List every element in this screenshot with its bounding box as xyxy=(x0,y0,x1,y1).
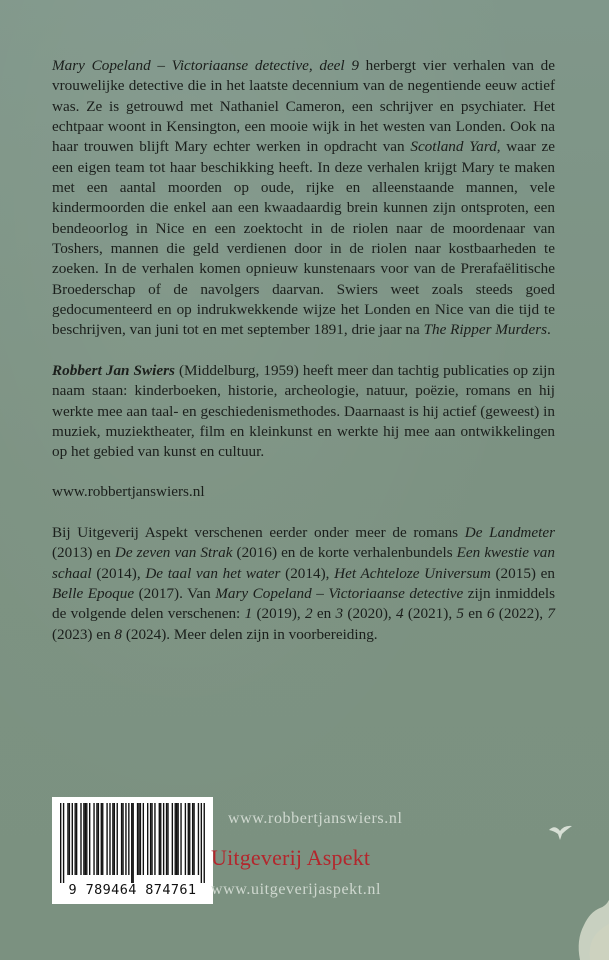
title-strak: De zeven van Strak xyxy=(114,544,233,562)
blurb-text xyxy=(52,56,555,665)
author-bio-text: (Middelburg, 1959) heeft meer dan tachtig publicaties op zijn naam staan: kinderboeken, historie, archeologie, natuur, poëzie, romans en hij werkte mee aan taal- en geschiedenismethodes. Daarnaast is hij actief (geweest) in muziek, muziektheater, film en kleinkunst en werkte hij mee aan ontwikkelingen op het gebied van kunst en cultuur. xyxy=(52,361,555,461)
barcode-bars xyxy=(60,803,205,883)
author-website: www.robbertjanswiers.nl xyxy=(52,482,205,500)
author-bio-paragraph xyxy=(52,361,555,463)
synopsis-text-2: , waar ze een eigen team tot haar beschikking heeft. In deze verhalen krijgt Mary te maken met een aantal moorden op oude, rijke en alleenstaande mannen, vele kindermoorden die enkel aan een kwaadaardig brein kunnen zijn ontsproten, een bendeoorlog in Nice en een zoektocht in de riolen naar de moordenaar van Toshers, mannen die geld verdienen door in de riolen naar kostbaarheden te zoeken. In de verhalen komen opnieuw kunstenaars voor van de Prerafaëlitische Broederschap of de navolgers daarvan. Swiers weet zoals steeds goed gedocumenteerd en op indrukwekkende wijze het Londen en Nice van die tijd te beschrijven, van juni tot en met september 1891, drie jaar na xyxy=(52,138,555,339)
synopsis-paragraph xyxy=(52,56,555,341)
author-url: www.robbertjanswiers.nl xyxy=(228,810,403,827)
synopsis-text-1: herbergt vier verhalen van de vrouwelijke detective die in het laatste decennium van de negentiende eeuw actief was. Ze is getrouwd met Nathaniel Cameron, een schrijver en psychiater. Het echtpaar woont in Kensington, een mooie wijk in het westen van Londen. Ook na haar trouwen blijft Mary echter werken in opdracht van xyxy=(52,57,555,156)
book-title: Mary Copeland – Victoriaanse detective, deel 9 xyxy=(52,57,359,74)
title-belle: Belle Epoque xyxy=(52,584,135,602)
synopsis-text-3: . xyxy=(547,321,551,339)
publisher-name: Uitgeverij Aspekt xyxy=(211,845,371,870)
series-title: Mary Copeland – Victoriaanse detective xyxy=(215,584,464,602)
isbn-barcode xyxy=(52,797,213,904)
ripper-title: The Ripper Murders xyxy=(423,321,548,339)
title-landmeter: De Landmeter xyxy=(464,523,555,541)
title-achteloze: Het Achteloze Universum xyxy=(334,564,491,582)
title-schaal: Een kwestie van schaal xyxy=(52,544,555,582)
author-name: Robbert Jan Swiers xyxy=(52,361,175,379)
bird-illustration xyxy=(548,822,574,842)
publisher-url: www.uitgeverijaspekt.nl xyxy=(211,881,382,898)
corner-sketch xyxy=(560,880,609,960)
bibliography-paragraph: Bij Uitgeverij Aspekt verschenen eerder onder meer de romans De Landmeter (2013) en De zeven van Strak (2016) en de korte verhalenbundels Een kwestie van schaal (2014), De taal van het water (2014), Het Achteloze Universum (2015) en Belle Epoque (2017). Van Mary Copeland – Victoriaanse detective zijn inmiddels de volgende delen verschenen: 1 (2019), 2 en 3 (2020), 4 (2021), 5 en 6 (2022), 7 (2023) en 8 (2024). Meer delen zijn in voorbereiding. xyxy=(52,523,555,643)
isbn-number: 9 789464 874761 xyxy=(68,882,197,898)
title-water: De taal van het water xyxy=(145,564,281,582)
scotland-yard: Scotland Yard xyxy=(410,138,497,156)
